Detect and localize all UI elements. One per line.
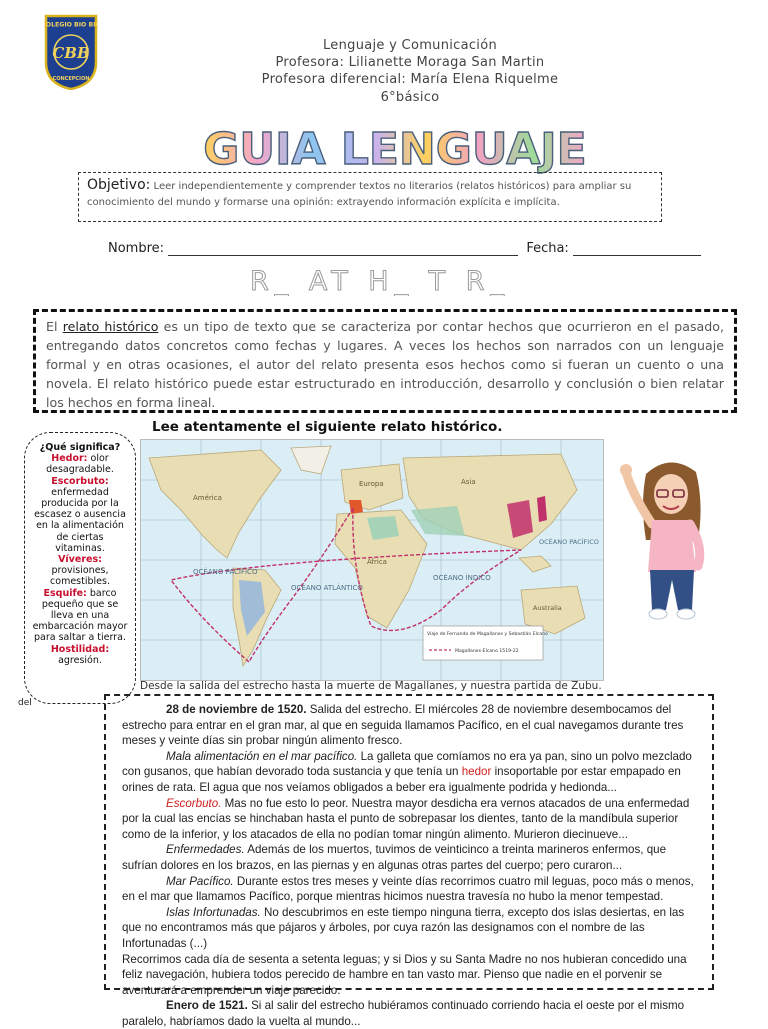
paragraph-text: La galleta que comíamos no era ya pan, sino un polvo mezclado con gusanos, que habían devorado toda sustancia y que tenía un xyxy=(122,749,692,779)
map-label-pacific-left: OCÉANO PACÍFICO xyxy=(193,568,258,576)
glossary-term: Esquife: xyxy=(43,587,87,599)
map-legend xyxy=(423,626,548,660)
glossary-item xyxy=(31,644,129,666)
glossary-item xyxy=(31,554,129,588)
glossary-term: Escorbuto: xyxy=(51,475,109,487)
historical-account xyxy=(104,694,714,1028)
paragraph xyxy=(122,749,702,796)
section-title: Islas Infortunadas. xyxy=(166,905,261,919)
glossary-item xyxy=(31,476,129,554)
text-fragment: del xyxy=(18,698,32,708)
page-title xyxy=(175,118,615,174)
glossary-def: enfermedad producida por la escasez o ausencia en la alimentación de ciertas vitaminas. xyxy=(34,486,126,554)
paragraph: Recorrimos cada día de sesenta a setenta leguas; y si Dios y su Santa Madre no nos hubieran concedido una feliz navegación, hubiera todos perecido de hambre en tan vasto mar. Pienso que nadie en el porvenir se aventurará a emprender un viaje parecido. xyxy=(122,952,687,997)
acrostic-text: R_ AT H_ T R_ xyxy=(250,266,511,296)
objective-text: Leer independientemente y comprender textos no literarios (relatos históricos) para ampliar su conocimiento del mundo y formarse una opinión: extrayendo información explícita e implícita. xyxy=(87,181,632,208)
glossary-question: ¿Qué significa? xyxy=(39,442,121,453)
grade-line: 6°básico xyxy=(380,90,440,105)
paragraph-text: Salida del estrecho. El miércoles 28 de noviembre desembocamos del estrecho para entrar en el gran mar, al que en seguida llamamos Pacífico, en el cual navegamos durante tres meses y veinte días sin probar ningún alimento fresco. xyxy=(122,703,684,748)
spain-region xyxy=(349,500,363,514)
map-label-atlantic: OCÉANO ATLÁNTICO xyxy=(291,584,363,592)
paragraph xyxy=(122,874,702,905)
paragraph-text: Mas no fue esto lo peor. Nuestra mayor desdicha era vernos atacados de una enfermedad por la cual las encías se hinchaban hasta el punto de sobrepasar los dientes, tanto de la mandíbula superior como de la inferior, y los atacados de ella no podían tomar ningún alimento. Murieron diecinueve... xyxy=(122,796,690,841)
map-label-africa: África xyxy=(367,558,387,566)
map-label-pacific-right: OCÉANO PACÍFICO xyxy=(539,538,599,546)
school-monogram: CBB xyxy=(52,44,90,62)
greenland-shape xyxy=(291,446,331,474)
school-logo xyxy=(44,14,98,90)
date-label: Fecha: xyxy=(526,241,569,256)
paragraph-text: Durante estos tres meses y veinte días recorrimos cuatro mil leguas, poco más o menos, en el mar que llamamos Pacífico, porque mientras hicimos nuestra travesía no hubo la menor tempestad. xyxy=(122,874,694,904)
paragraph-text: insoportable por estar empapado en orines de rata. El agua que nos veíamos obligados a beber era igualmente podrida y hedionda... xyxy=(122,765,681,794)
definition-text: es un tipo de texto que se caracteriza por contar hechos que ocurrieron en el pasado, entregando datos concretos como fechas y lugares. A veces los hechos son narrados con un lenguaje formal y en otras ocasiones, el autor del relato presenta esos hechos como si fueran un cuento o una novela. El relato histórico puede estar estructurado en introducción, desarrollo y conclusión o bien relatar los hechos en forma lineal. xyxy=(46,319,724,410)
paragraph xyxy=(122,998,702,1029)
paragraph xyxy=(122,702,702,749)
paragraph xyxy=(122,796,702,843)
world-map xyxy=(140,439,604,681)
paragraph xyxy=(122,905,702,952)
islands-shape xyxy=(519,556,551,572)
value-acrostic xyxy=(250,264,530,296)
reading-instruction: Lee atentamente el siguiente relato histórico. xyxy=(152,419,503,435)
glossary-term: Hostilidad: xyxy=(50,643,110,655)
teacher-avatar xyxy=(612,454,730,624)
glossary-term: Hedor: xyxy=(51,453,88,465)
glossary-def: provisiones, comestibles. xyxy=(50,565,110,588)
middle-east-region xyxy=(411,506,465,536)
name-label: Nombre: xyxy=(108,241,165,256)
section-title: Enfermedades. xyxy=(166,843,245,857)
title-text: GUIA LENGUAJE xyxy=(203,124,587,174)
map-label-europe: Europa xyxy=(359,480,384,488)
glossary-item xyxy=(31,453,129,475)
definition-intro: El xyxy=(46,319,58,334)
map-label-indian: OCÉANO ÍNDICO xyxy=(433,574,491,582)
section-title: Mar Pacífico. xyxy=(166,874,234,888)
objective-label: Objetivo: xyxy=(87,177,151,193)
map-label-asia: Asia xyxy=(461,478,476,486)
glossary-bubble xyxy=(24,432,136,704)
definition-box xyxy=(33,309,737,413)
glossary-def: barco pequeño que se lleva en una embarcación mayor para saltar a tierra. xyxy=(32,587,128,644)
date-field[interactable] xyxy=(573,243,701,256)
paragraph xyxy=(122,842,702,873)
glossary-word: hedor xyxy=(461,765,492,779)
entry-date: Enero de 1521. xyxy=(166,999,248,1013)
glossary-def: olor desagradable. xyxy=(46,453,114,476)
entry-date: 28 de noviembre de 1520. xyxy=(166,703,307,716)
paragraph-text: No descubrimos en este tiempo ninguna tierra, excepto dos islas desiertas, en las que no encontramos más que pájaros y árboles, por cuya razón las designamos con el nombre de las Infortunadas (...) xyxy=(122,905,685,950)
glossary-term: Víveres: xyxy=(58,554,102,566)
school-city: CONCEPCION xyxy=(52,76,90,82)
legend-title: Viaje de Fernando de Magallanes y Sebastián Elcano xyxy=(427,632,548,637)
glossary-item xyxy=(31,588,129,644)
asia-shape xyxy=(403,454,577,550)
legend-item: Magallanes-Elcano 1519-22 xyxy=(455,649,519,654)
name-date-row xyxy=(108,241,708,256)
section-title: Mala alimentación en el mar pacífico. xyxy=(166,749,358,763)
map-label-americas: América xyxy=(193,494,222,502)
paragraph-text: Si al salir del estrecho hubiéramos continuado corriendo hacia el oeste por el mismo paralelo, habríamos dado la vuelta al mundo... xyxy=(122,999,685,1028)
school-name: COLEGIO BIO BIO xyxy=(44,21,98,29)
objective-box xyxy=(78,172,662,222)
map-caption: Desde la salida del estrecho hasta la muerte de Magallanes, y nuestra partida de Zubu. xyxy=(140,680,602,692)
paragraph-text: Además de los muertos, tuvimos de veinticinco a treinta marineros enfermos, que sufrían dolores en los brazos, en las piernas y en algunas otras partes del cuerpo; pero curaron... xyxy=(122,843,667,872)
teacher-line: Profesora: Lilianette Moraga San Martin xyxy=(275,55,545,70)
diff-teacher-line: Profesora diferencial: María Elena Riquelme xyxy=(261,72,559,87)
section-title: Escorbuto. xyxy=(166,796,222,810)
map-label-australia: Australia xyxy=(533,604,562,612)
subject-line: Lenguaje y Comunicación xyxy=(322,38,498,53)
name-field[interactable] xyxy=(168,243,518,256)
glossary-def: agresión. xyxy=(58,654,102,666)
definition-keyword: relato histórico xyxy=(62,319,159,334)
